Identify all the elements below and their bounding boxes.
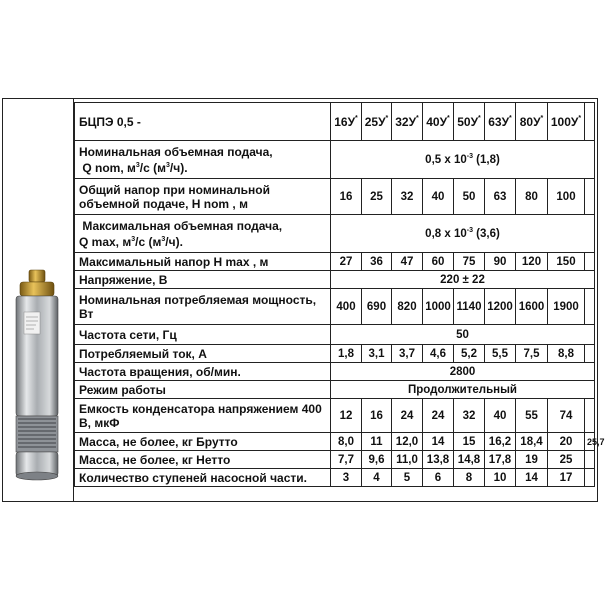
stages-edge [585, 469, 595, 487]
capacitor-value: 12 [331, 399, 362, 433]
header-edge-cell [585, 103, 595, 141]
power-edge [585, 289, 595, 325]
mass-gross-value: 15 [454, 433, 485, 451]
capacitor-edge [585, 399, 595, 433]
q-nom-label: Номинальная объемная подача, Q nom, $м^3/с$ $(м^3/ч)$. [75, 141, 331, 179]
mass-net-value: 7,7 [331, 451, 362, 469]
header-row [75, 103, 595, 141]
mass-net-value: 14,8 [454, 451, 485, 469]
mass-gross-value: 18,4 [516, 433, 548, 451]
current-value: 3,1 [362, 345, 392, 363]
current-value: 4,6 [423, 345, 454, 363]
head-max-label: Максимальный напор H max , м [75, 253, 331, 271]
head-nom-value: 63 [485, 179, 516, 215]
model-63u: 63У* [485, 103, 516, 141]
model-25u: 25У* [362, 103, 392, 141]
mass-net-value: 9,6 [362, 451, 392, 469]
mode-value: Продолжительный [331, 381, 595, 399]
capacitor-value: 40 [485, 399, 516, 433]
pump-image-cell [2, 98, 74, 502]
mass-gross-value: 14 [423, 433, 454, 451]
mass-net-value: 25 [548, 451, 585, 469]
mass-gross-value: 16,2 [485, 433, 516, 451]
stages-value: 6 [423, 469, 454, 487]
current-value: 1,8 [331, 345, 362, 363]
capacitor-label: Емкость конденсатора напряжением 400 В, мкФ [75, 399, 331, 433]
mass-gross-value: 11 [362, 433, 392, 451]
current-edge [585, 345, 595, 363]
capacitor-value: 24 [423, 399, 454, 433]
head-nom-value: 32 [392, 179, 423, 215]
row-power [75, 289, 595, 325]
capacitor-value: 55 [516, 399, 548, 433]
q-nom-value: 0,5 x $10^{-3}$ (1,8) [331, 141, 595, 179]
row-q-nom [75, 141, 595, 179]
current-value: 5,5 [485, 345, 516, 363]
row-current [75, 345, 595, 363]
row-frequency [75, 325, 595, 345]
head-nom-value: 25 [362, 179, 392, 215]
power-value: 400 [331, 289, 362, 325]
power-value: 1000 [423, 289, 454, 325]
capacitor-value: 32 [454, 399, 485, 433]
mass-gross-value: 20 [548, 433, 585, 451]
model-50u: 50У* [454, 103, 485, 141]
model-100u: 100У* [548, 103, 585, 141]
head-max-value: 60 [423, 253, 454, 271]
rpm-label: Частота вращения, об/мин. [75, 363, 331, 381]
mass-net-label: Масса, не более, кг Нетто [75, 451, 331, 469]
current-value: 7,5 [516, 345, 548, 363]
head-nom-value: 80 [516, 179, 548, 215]
capacitor-value: 16 [362, 399, 392, 433]
stages-value: 17 [548, 469, 585, 487]
mass-net-edge [585, 451, 595, 469]
row-stages [75, 469, 595, 487]
model-32u: 32У* [392, 103, 423, 141]
power-value: 1140 [454, 289, 485, 325]
head-max-value: 27 [331, 253, 362, 271]
row-mass-net [75, 451, 595, 469]
power-label: Номинальная потребляемая мощность, Вт [75, 289, 331, 325]
head-nom-value: 100 [548, 179, 585, 215]
q-max-label: Максимальная объемная подача, Q max, $м^3/с$ $(м^3/ч)$. [75, 215, 331, 253]
stages-value: 8 [454, 469, 485, 487]
mass-net-value: 11,0 [392, 451, 423, 469]
row-mass-gross [75, 433, 595, 451]
power-value: 1900 [548, 289, 585, 325]
power-value: 820 [392, 289, 423, 325]
rpm-value: 2800 [331, 363, 595, 381]
head-nom-label: Общий напор при номинальной объемной подаче, H nom , м [75, 179, 331, 215]
mode-label: Режим работы [75, 381, 331, 399]
stages-label: Количество ступеней насосной части. [75, 469, 331, 487]
row-rpm [75, 363, 595, 381]
row-head-max [75, 253, 595, 271]
specification-table [74, 102, 605, 487]
head-max-value: 36 [362, 253, 392, 271]
stages-value: 3 [331, 469, 362, 487]
frequency-label: Частота сети, Гц [75, 325, 331, 345]
current-label: Потребляемый ток, А [75, 345, 331, 363]
frequency-value: 50 [331, 325, 595, 345]
mass-gross-value: 25,7 [585, 433, 595, 451]
power-value: 1600 [516, 289, 548, 325]
voltage-label: Напряжение, В [75, 271, 331, 289]
current-value: 5,2 [454, 345, 485, 363]
stages-value: 14 [516, 469, 548, 487]
head-max-value: 47 [392, 253, 423, 271]
head-nom-value: 50 [454, 179, 485, 215]
head-max-edge [585, 253, 595, 271]
capacitor-value: 24 [392, 399, 423, 433]
mass-net-value: 13,8 [423, 451, 454, 469]
mass-gross-value: 12,0 [392, 433, 423, 451]
row-head-nom [75, 179, 595, 215]
mass-net-value: 17,8 [485, 451, 516, 469]
voltage-value: 220 ± 22 [331, 271, 595, 289]
current-value: 3,7 [392, 345, 423, 363]
stages-value: 4 [362, 469, 392, 487]
head-max-value: 90 [485, 253, 516, 271]
model-16u: 16У* [331, 103, 362, 141]
head-max-value: 75 [454, 253, 485, 271]
stages-value: 10 [485, 469, 516, 487]
head-nom-value: 40 [423, 179, 454, 215]
mass-net-value: 19 [516, 451, 548, 469]
power-value: 690 [362, 289, 392, 325]
current-value: 8,8 [548, 345, 585, 363]
model-80u: 80У* [516, 103, 548, 141]
power-value: 1200 [485, 289, 516, 325]
submersible-pump-image [8, 268, 66, 483]
q-max-value: 0,8 x $10^{-3}$ (3,6) [331, 215, 595, 253]
row-capacitor [75, 399, 595, 433]
capacitor-value: 74 [548, 399, 585, 433]
model-40u: 40У* [423, 103, 454, 141]
mass-gross-label: Масса, не более, кг Брутто [75, 433, 331, 451]
row-mode [75, 381, 595, 399]
stages-value: 5 [392, 469, 423, 487]
head-max-value: 120 [516, 253, 548, 271]
series-label: БЦПЭ 0,5 - [75, 103, 331, 141]
head-max-value: 150 [548, 253, 585, 271]
mass-gross-value: 8,0 [331, 433, 362, 451]
head-nom-edge [585, 179, 595, 215]
row-q-max [75, 215, 595, 253]
head-nom-value: 16 [331, 179, 362, 215]
row-voltage [75, 271, 595, 289]
